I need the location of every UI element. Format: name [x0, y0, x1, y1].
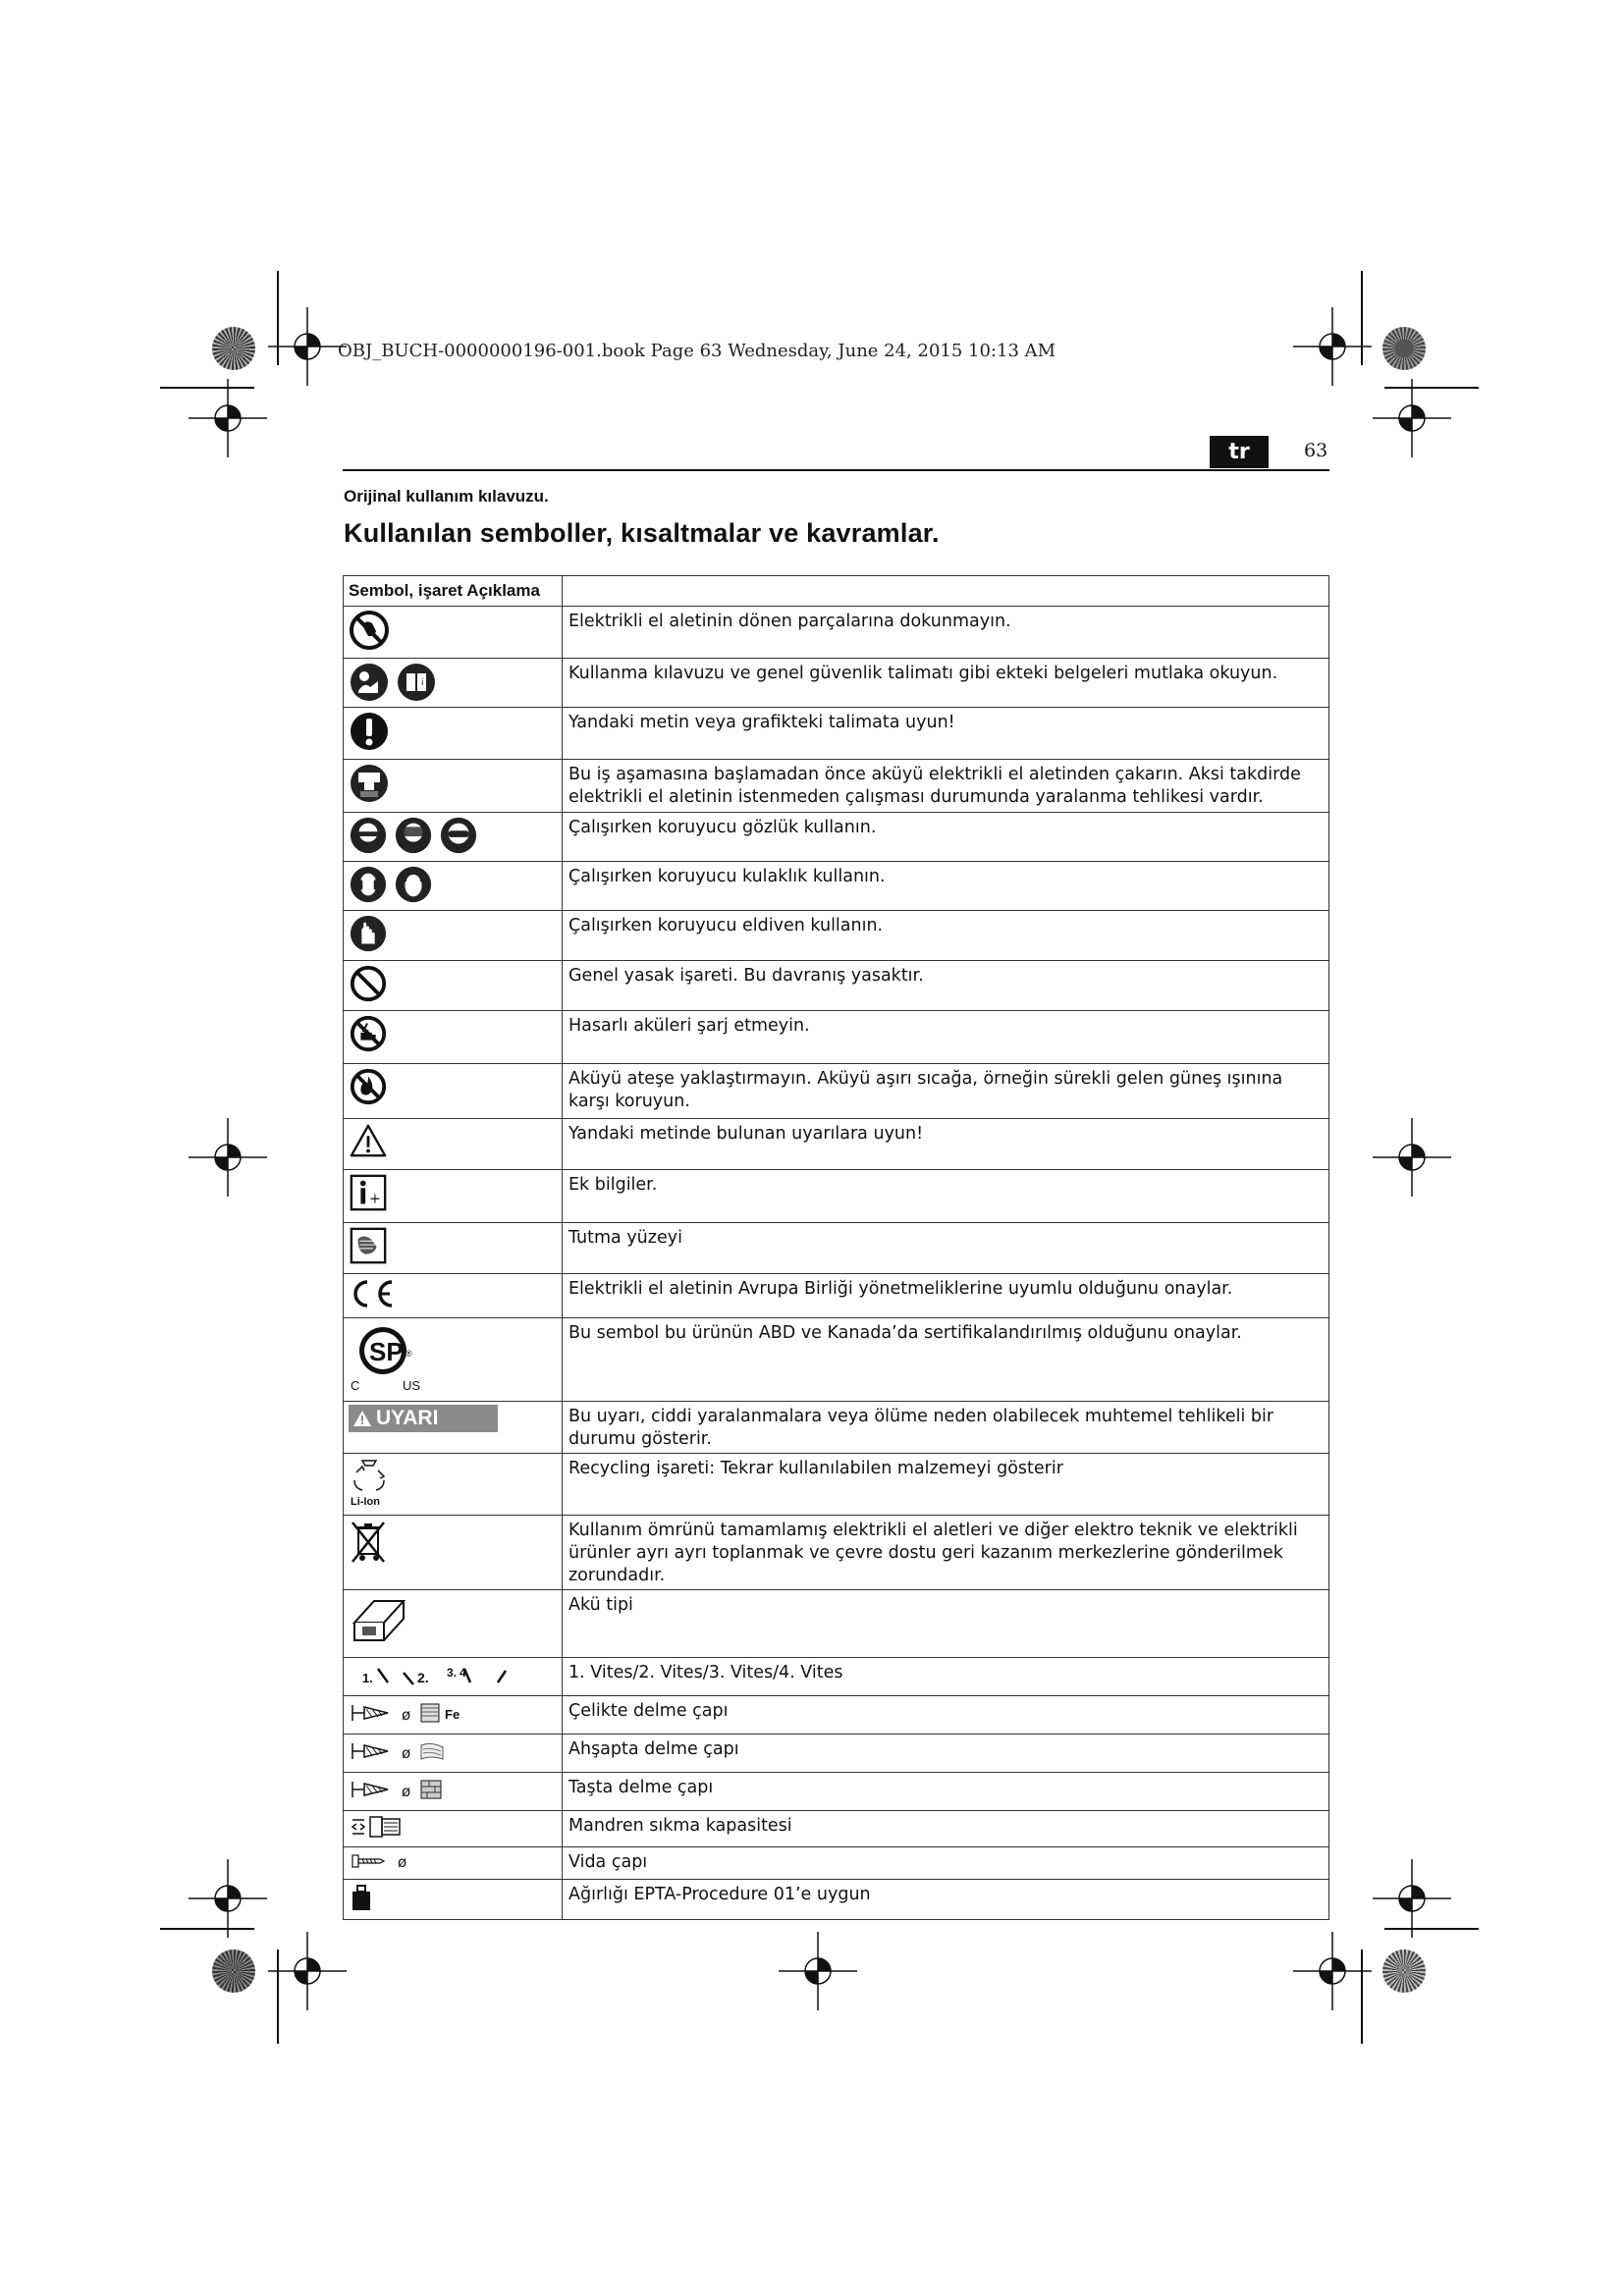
- svg-text:3.: 3.: [447, 1666, 458, 1680]
- row-description: Aküyü ateşe yaklaştırmayın. Aküyü aşırı sıcağa, örneğin sürekli gelen güneş ışınına karşı koruyun.: [563, 1064, 1329, 1119]
- registration-mark: [1373, 1118, 1451, 1197]
- goggles-icon: [439, 816, 478, 855]
- svg-text:C: C: [351, 1378, 360, 1393]
- book-icon: [396, 662, 437, 703]
- screw-diameter-icon: [349, 1850, 427, 1872]
- table-row: [344, 607, 1329, 659]
- table-row: [344, 1658, 1329, 1696]
- svg-text:2.: 2.: [417, 1670, 429, 1685]
- row-description: Genel yasak işareti. Bu davranış yasaktır.: [563, 961, 1329, 1011]
- row-description: Hasarlı aküleri şarj etmeyin.: [563, 1011, 1329, 1064]
- row-description: Kullanım ömrünü tamamlamış elektrikli el aletleri ve diğer elektro teknik ve elektrikli ürünler ayrı ayrı toplanmak ve çevre dostu geri kazanım merkezlerine gönderilmek zorundadır.: [563, 1516, 1329, 1590]
- table-row: [344, 1454, 1329, 1516]
- header-rule: [343, 469, 1329, 471]
- language-badge: tr: [1210, 436, 1269, 468]
- grip-surface-icon: [349, 1226, 388, 1265]
- svg-text:1.: 1.: [362, 1671, 373, 1685]
- registration-mark: [1373, 379, 1451, 457]
- svg-text:ø: ø: [402, 1783, 411, 1800]
- ce-mark-icon: [349, 1277, 396, 1310]
- row-description: Yandaki metin veya grafikteki talimata uyun!: [563, 708, 1329, 760]
- svg-text:Fe: Fe: [445, 1707, 460, 1722]
- row-description: Tutma yüzeyi: [563, 1223, 1329, 1274]
- table-row: [344, 1119, 1329, 1170]
- svg-text:®: ®: [406, 1349, 412, 1359]
- row-description: Elektrikli el aletinin Avrupa Birliği yönetmeliklerine uyumlu olduğunu onaylar.: [563, 1274, 1329, 1318]
- table-row: [344, 1064, 1329, 1119]
- drill-wood-icon: [349, 1737, 486, 1765]
- table-row: [344, 1223, 1329, 1274]
- svg-text:Li-Ion: Li-Ion: [351, 1496, 380, 1508]
- row-description: Bu sembol bu ürünün ABD ve Kanada’da sertifikalandırılmış olduğunu onaylar.: [563, 1318, 1329, 1402]
- ear-protection-icon: [394, 865, 433, 904]
- registration-mark: [189, 379, 267, 457]
- table-row: [344, 911, 1329, 961]
- page-number: 63: [1304, 440, 1328, 461]
- row-description: Çalışırken koruyucu kulaklık kullanın.: [563, 862, 1329, 911]
- warning-triangle-icon: [349, 1122, 388, 1159]
- weight-icon: [349, 1883, 374, 1912]
- gloves-icon: [349, 914, 388, 953]
- table-row: [344, 1880, 1329, 1920]
- registration-mark: [268, 307, 347, 386]
- table-row: [344, 1011, 1329, 1064]
- svg-text:US: US: [403, 1378, 421, 1393]
- table-header-row: [344, 576, 1329, 607]
- symbols-table: [343, 575, 1329, 1920]
- registration-mark: [189, 1118, 267, 1197]
- table-row: [344, 961, 1329, 1011]
- book-file-info: OBJ_BUCH-0000000196-001.book Page 63 Wednesday, June 24, 2015 10:13 AM: [338, 341, 1056, 361]
- row-description: Bu iş aşamasına başlamadan önce aküyü elektrikli el aletinden çakarın. Aksi takdirde elektrikli el aletinin istenmeden çalışması durumunda yaralanma tehlikesi vardır.: [563, 760, 1329, 813]
- drill-stone-icon: [349, 1776, 486, 1803]
- recycling-li-ion-icon: [349, 1457, 392, 1508]
- row-description: Akü tipi: [563, 1590, 1329, 1658]
- row-description: Mandren sıkma kapasitesi: [563, 1811, 1329, 1847]
- exclamation-icon: [349, 711, 390, 752]
- remove-battery-icon: [349, 763, 390, 804]
- table-row: [344, 1402, 1329, 1454]
- registration-mark: [189, 1859, 267, 1938]
- no-fire-icon: [349, 1067, 388, 1106]
- row-description: Vida çapı: [563, 1847, 1329, 1880]
- row-description: Yandaki metinde bulunan uyarılara uyun!: [563, 1119, 1329, 1170]
- row-description: Çalışırken koruyucu gözlük kullanın.: [563, 813, 1329, 862]
- table-row: [344, 1170, 1329, 1223]
- row-description: Elektrikli el aletinin dönen parçalarına dokunmayın.: [563, 607, 1329, 659]
- table-header-symbol: Sembol, işaret Açıklama: [344, 576, 563, 607]
- svg-text:i: i: [421, 678, 424, 688]
- row-description: Kullanma kılavuzu ve genel güvenlik talimatı gibi ekteki belgeleri mutlaka okuyun.: [563, 659, 1329, 708]
- safety-glasses-icon: [349, 816, 388, 855]
- table-row: [344, 1274, 1329, 1318]
- row-description: Bu uyarı, ciddi yaralanmalara veya ölüme neden olabilecek muhtemel tehlikeli bir durumu gösterir.: [563, 1402, 1329, 1454]
- info-icon: [349, 1173, 388, 1212]
- face-shield-icon: [394, 816, 433, 855]
- table-row: [344, 1811, 1329, 1847]
- color-rosette-top-left: [212, 327, 255, 370]
- weee-bin-icon: [349, 1519, 388, 1566]
- row-description: Ağırlığı EPTA-Procedure 01’e uygun: [563, 1880, 1329, 1920]
- registration-mark: [1293, 1932, 1372, 2010]
- earmuffs-icon: [349, 865, 388, 904]
- registration-mark: [1293, 307, 1372, 386]
- svg-text:ø: ø: [402, 1706, 411, 1724]
- uyari-text: UYARI: [376, 1407, 439, 1429]
- row-description: Recycling işareti: Tekrar kullanılabilen malzemeyi gösterir: [563, 1454, 1329, 1516]
- drill-steel-icon: [349, 1699, 486, 1727]
- chuck-capacity-icon: [349, 1814, 407, 1840]
- table-row: [344, 813, 1329, 862]
- table-header-description: [563, 576, 1329, 607]
- row-description: Çalışırken koruyucu eldiven kullanın.: [563, 911, 1329, 961]
- color-rosette-bottom-left: [212, 1949, 255, 1993]
- table-row: [344, 1318, 1329, 1402]
- color-rosette-top-right: [1382, 327, 1426, 370]
- svg-text:4.: 4.: [460, 1666, 470, 1680]
- table-row: [344, 760, 1329, 813]
- registration-mark: [268, 1932, 347, 2010]
- svg-text:ø: ø: [402, 1744, 411, 1762]
- svg-text:SP: SP: [369, 1337, 404, 1366]
- document-subtitle: Orijinal kullanım kılavuzu.: [344, 487, 549, 506]
- registration-mark: [1373, 1859, 1451, 1938]
- row-description: 1. Vites/2. Vites/3. Vites/4. Vites: [563, 1658, 1329, 1696]
- table-row: [344, 1590, 1329, 1658]
- table-row: [344, 1773, 1329, 1811]
- row-description: Ek bilgiler.: [563, 1170, 1329, 1223]
- svg-text:+: +: [368, 1191, 381, 1207]
- no-touch-rotating-icon: [349, 610, 390, 651]
- svg-text:ø: ø: [398, 1853, 407, 1871]
- color-rosette-bottom-right: [1382, 1949, 1426, 1993]
- row-description: Taşta delme çapı: [563, 1773, 1329, 1811]
- table-row: [344, 1516, 1329, 1590]
- table-row: [344, 659, 1329, 708]
- battery-type-icon: [349, 1593, 411, 1650]
- table-row: [344, 862, 1329, 911]
- table-row: [344, 708, 1329, 760]
- table-row: [344, 1847, 1329, 1880]
- registration-mark: [779, 1932, 857, 2010]
- row-description: Ahşapta delme çapı: [563, 1735, 1329, 1773]
- uyari-label: [349, 1405, 498, 1432]
- no-charge-damaged-icon: [349, 1014, 388, 1053]
- csa-mark-icon: [349, 1321, 437, 1394]
- read-manual-person-icon: [349, 662, 390, 703]
- gear-speeds-icon: [349, 1661, 545, 1688]
- prohibition-icon: [349, 964, 388, 1003]
- section-title: Kullanılan semboller, kısaltmalar ve kavramlar.: [344, 518, 940, 548]
- table-row: [344, 1696, 1329, 1735]
- row-description: Çelikte delme çapı: [563, 1696, 1329, 1735]
- table-row: [344, 1735, 1329, 1773]
